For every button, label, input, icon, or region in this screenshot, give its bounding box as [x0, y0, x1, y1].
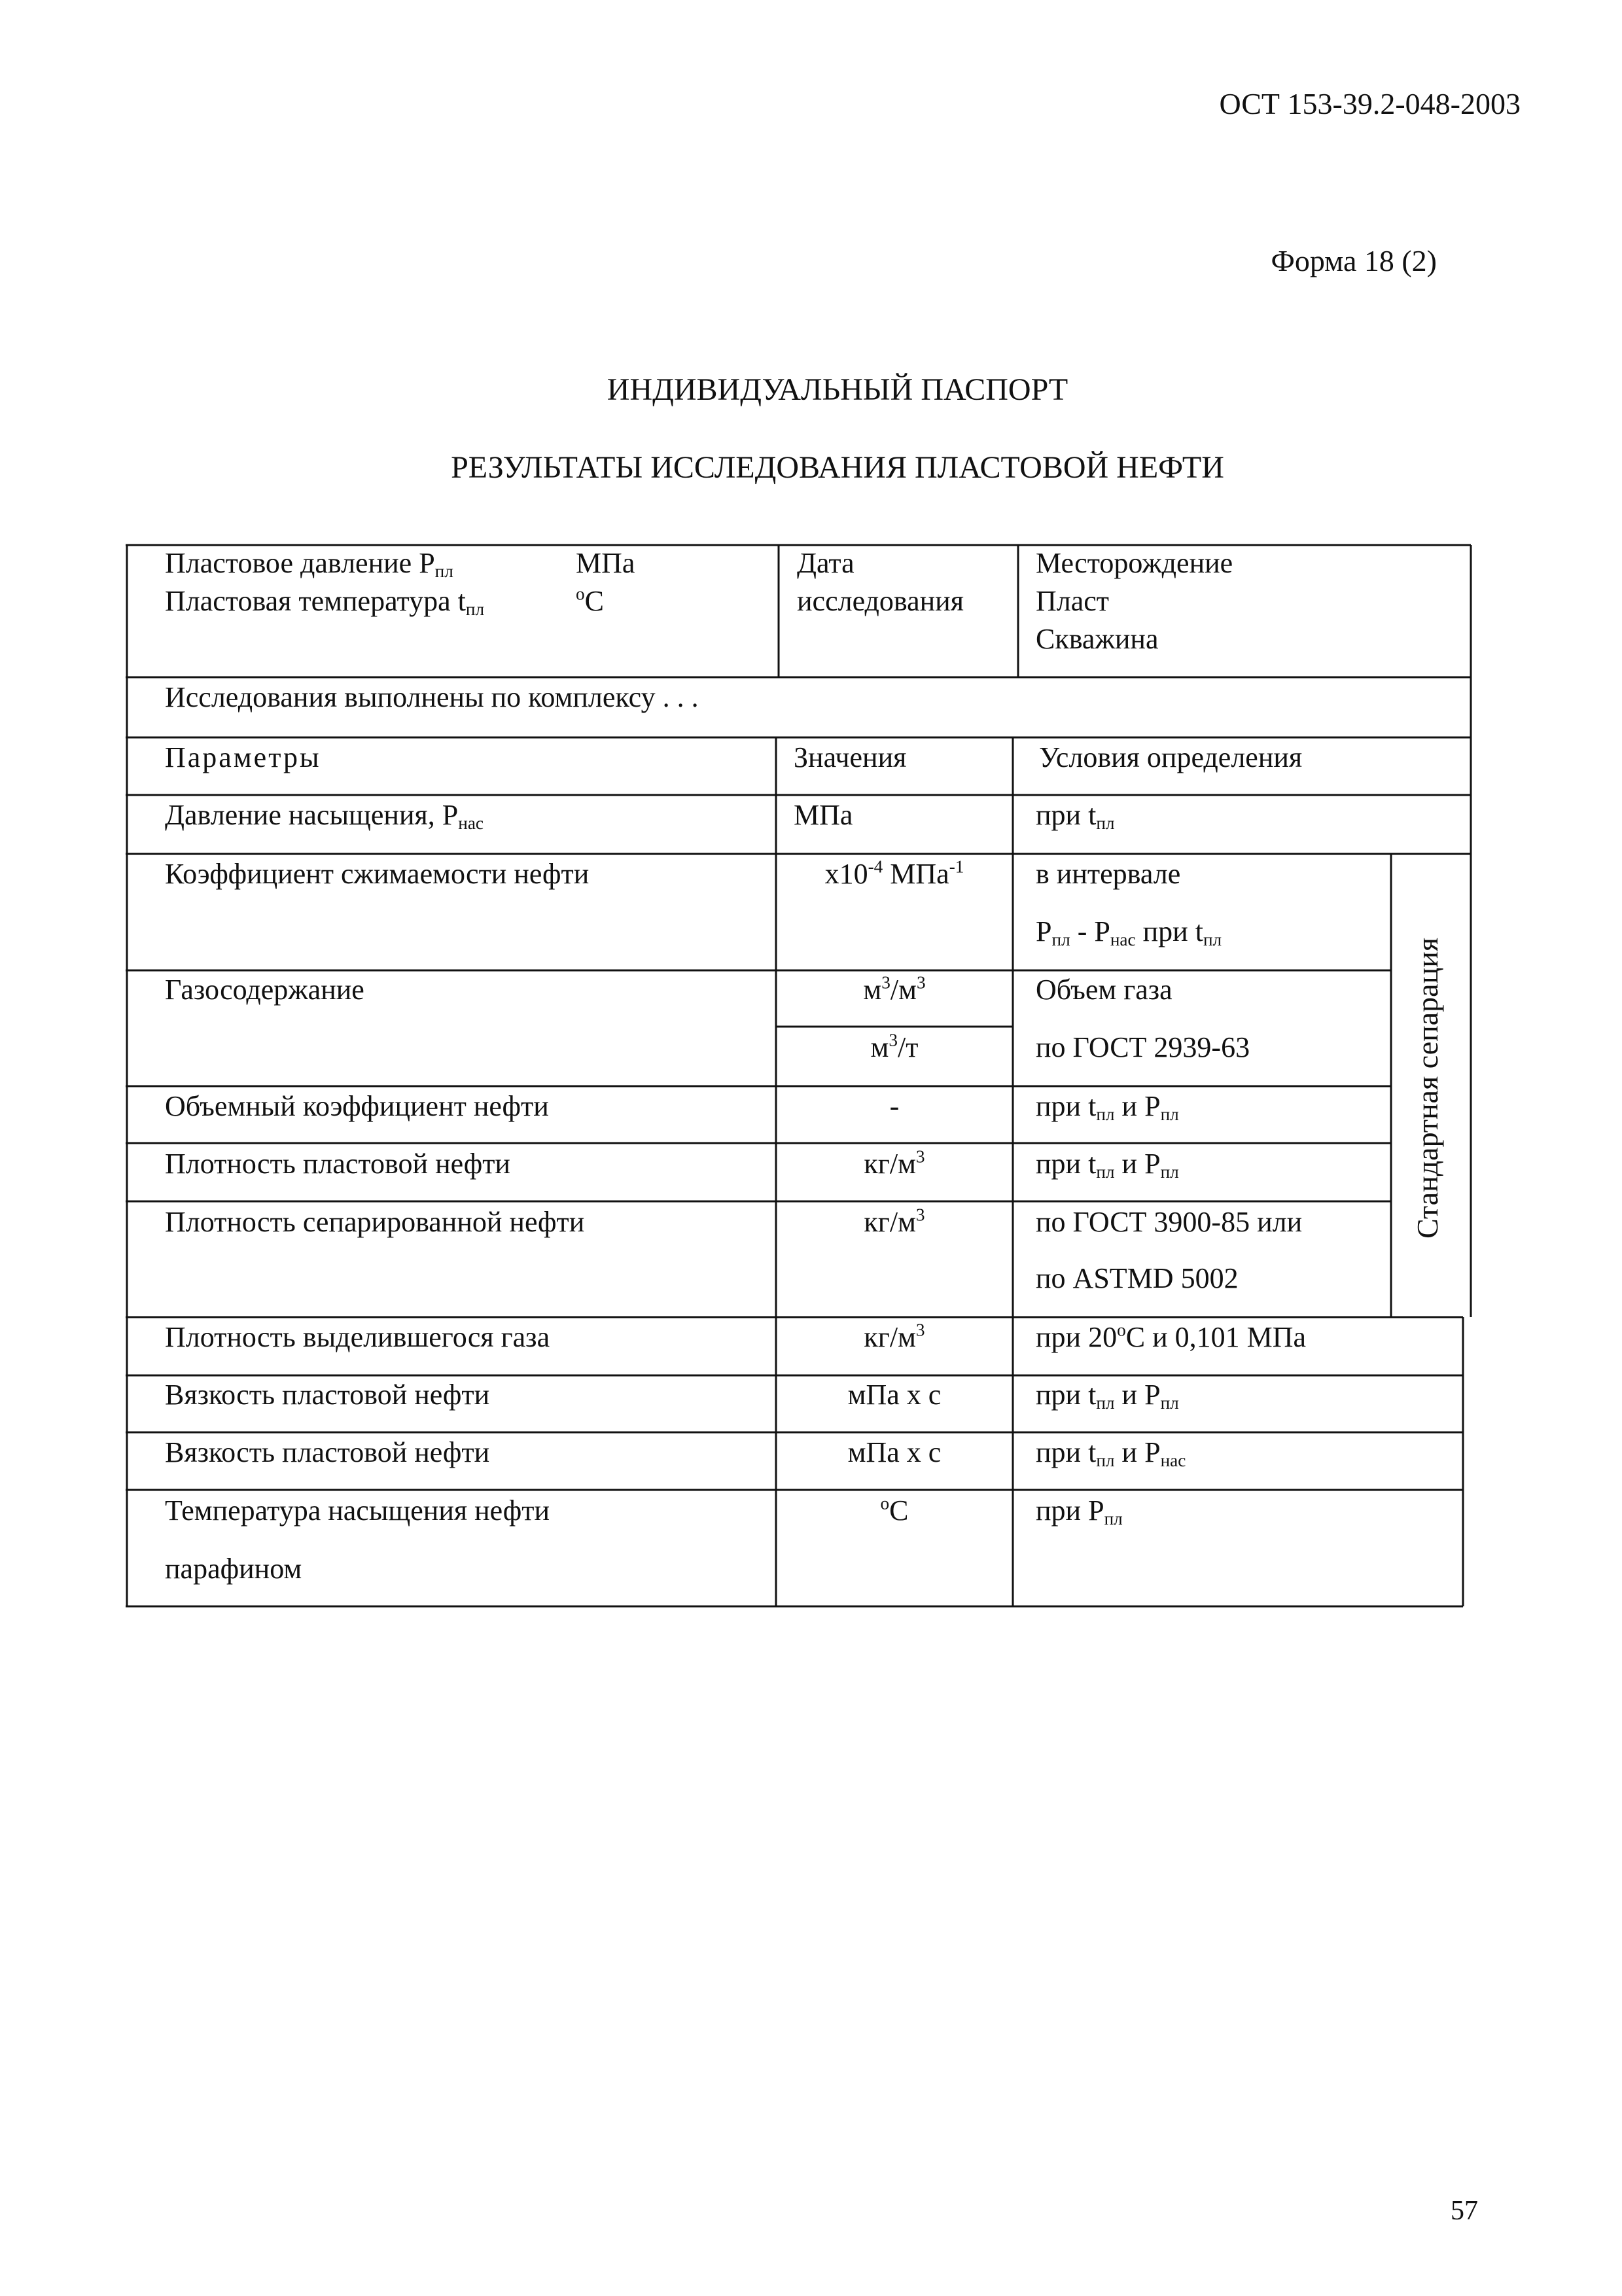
table-row-condition: при $t_{пл}$ — [1036, 799, 1115, 833]
table-row-param: Давление насыщения, $P_{нас}$ — [165, 799, 484, 833]
table-row-condition: при 20$^o$C и 0,101 МПа — [1036, 1320, 1307, 1353]
table-row-condition: по ASTMD 5002 — [1036, 1262, 1239, 1294]
column-header-parameters: Параметры — [165, 741, 321, 773]
reservoir-temperature-unit: $^o$C — [576, 584, 604, 617]
document-subtitle: РЕЗУЛЬТАТЫ ИССЛЕДОВАНИЯ ПЛАСТОВОЙ НЕФТИ — [451, 450, 1224, 485]
table-row-unit: $х10^{-4}$ МПа$^{-1}$ — [824, 857, 964, 890]
table-row-unit: $м^3/м^3$ — [863, 972, 926, 1006]
table-row-unit: $кг/м^3$ — [864, 1320, 925, 1353]
table-row-param: Температура насыщения нефти — [165, 1494, 550, 1527]
table-row-condition: $P_{пл} - P_{нас}$ при $t_{пл}$ — [1036, 915, 1222, 949]
date-label-line1: Дата — [797, 547, 855, 579]
column-header-conditions: Условия определения — [1039, 741, 1303, 773]
table-row-unit: МПа — [794, 799, 853, 831]
reservoir-label: Пласт — [1036, 585, 1110, 617]
complex-note: Исследования выполнены по комплексу . . . — [165, 681, 699, 713]
table-row-condition: при $t_{пл}$ и $P_{пл}$ — [1036, 1379, 1179, 1413]
table-row-condition: при $t_{пл}$ и $P_{пл}$ — [1036, 1090, 1179, 1124]
table-row-unit: $^o$C — [880, 1493, 909, 1527]
document-title: ИНДИВИДУАЛЬНЫЙ ПАСПОРТ — [607, 372, 1068, 407]
date-label-line2: исследования — [797, 585, 964, 617]
table-row-condition: в интервале — [1036, 858, 1181, 890]
standard-separation-label: Стандартная сепарация — [1410, 937, 1444, 1239]
table-row-param: Вязкость пластовой нефти — [165, 1436, 490, 1468]
column-header-values: Значения — [794, 741, 907, 773]
table-row-unit: $м^3/т$ — [870, 1030, 919, 1063]
page-number: 57 — [1451, 2196, 1478, 2226]
reservoir-pressure-unit: МПа — [576, 547, 635, 579]
table-row-unit: $кг/м^3$ — [864, 1146, 925, 1180]
table-row-condition: при $P_{пл}$ — [1036, 1494, 1123, 1528]
reservoir-pressure-label: Пластовое давление $P_{пл}$ — [165, 547, 453, 581]
table-row-param: Плотность пластовой нефти — [165, 1148, 510, 1180]
table-row-unit: - — [889, 1090, 900, 1122]
table-row-condition: при $t_{пл}$ и $P_{пл}$ — [1036, 1148, 1179, 1182]
table-row-condition: при $t_{пл}$ и $P_{нас}$ — [1036, 1436, 1186, 1470]
table-row-condition: Объем газа — [1036, 974, 1172, 1006]
table-row-param: Вязкость пластовой нефти — [165, 1379, 490, 1411]
table-row-unit: мПа х с — [847, 1436, 942, 1468]
field-label: Месторождение — [1036, 547, 1233, 579]
reservoir-temperature-label: Пластовая температура $t_{пл}$ — [165, 585, 485, 619]
table-row-unit: $кг/м^3$ — [864, 1205, 925, 1238]
table-row-param: Объемный коэффициент нефти — [165, 1090, 549, 1122]
well-label: Скважина — [1036, 623, 1159, 655]
table-row-param: Коэффициент сжимаемости нефти — [165, 858, 590, 890]
table-row-condition: по ГОСТ 3900-85 или — [1036, 1206, 1303, 1238]
table-row-param: Плотность выделившегося газа — [165, 1321, 550, 1353]
table-row-param: Газосодержание — [165, 974, 364, 1006]
table-row-unit: мПа х с — [847, 1379, 942, 1411]
document-code: ОСТ 153-39.2-048-2003 — [1219, 87, 1521, 120]
table-row-param: Плотность сепарированной нефти — [165, 1206, 585, 1238]
table-row-condition: по ГОСТ 2939-63 — [1036, 1031, 1250, 1063]
form-number: Форма 18 (2) — [1271, 244, 1437, 277]
table-row-param: парафином — [165, 1553, 302, 1585]
